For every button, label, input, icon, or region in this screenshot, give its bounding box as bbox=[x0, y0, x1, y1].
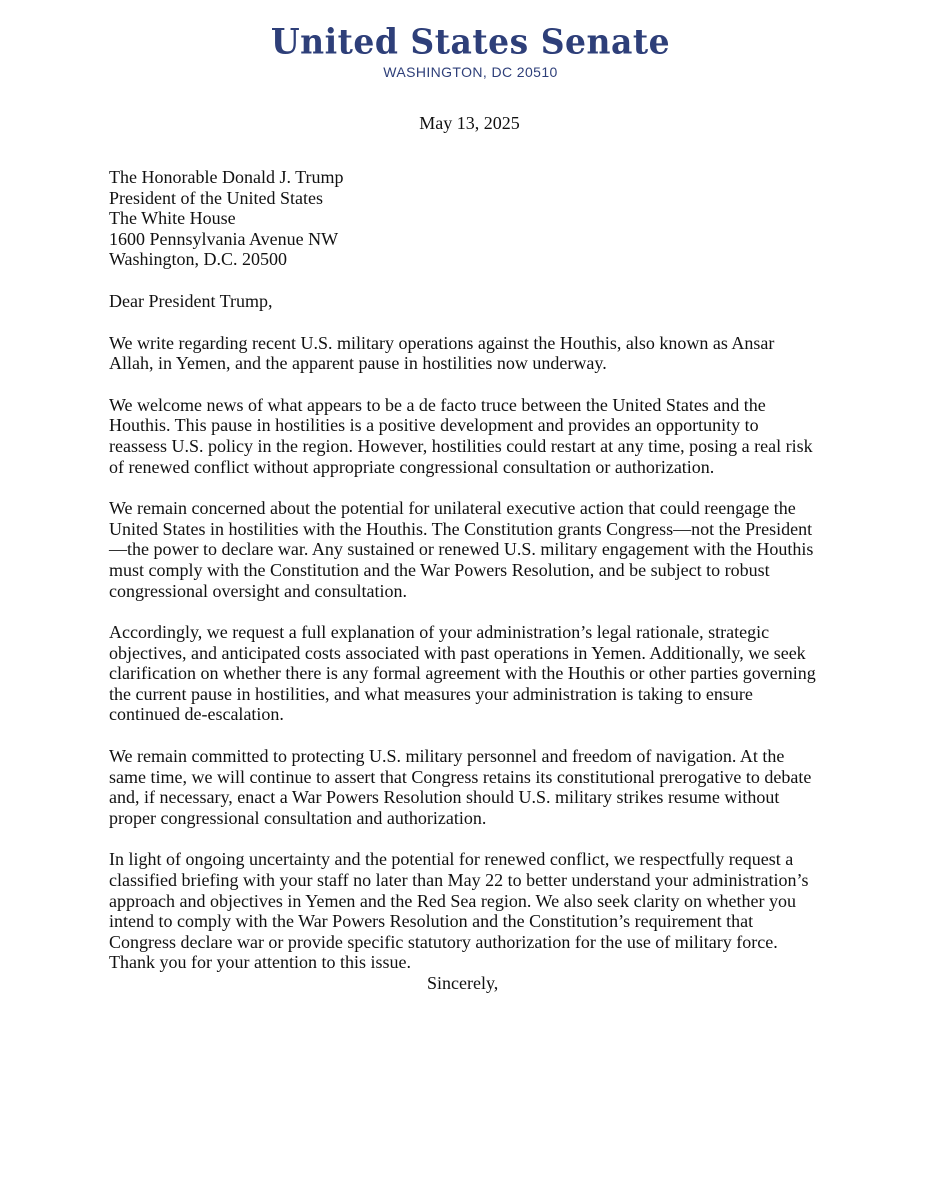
body-paragraph: We write regarding recent U.S. military operations against the Houthis, also known as Ansar Allah, in Yemen, and the apparent pause in hostilities now underway. bbox=[109, 332, 775, 374]
body-paragraph: In light of ongoing uncertainty and the potential for renewed conflict, we respectfully request a classified briefing with your staff no later than May 22 to better understand your administration’s approach and objectives in Yemen and the Red Sea region. We also seek clarity on whether you intend to comply with the War Powers Resolution and the Constitution’s requirement that Congress declare war or provide specific statutory authorization for the use of military force. bbox=[109, 849, 809, 952]
salutation: Dear President Trump, bbox=[109, 290, 273, 311]
letter-body bbox=[109, 167, 821, 994]
recipient-address bbox=[109, 167, 821, 270]
recipient-line: The White House bbox=[109, 208, 236, 229]
closing: Sincerely, bbox=[427, 973, 499, 993]
letterhead-address: WASHINGTON, DC 20510 bbox=[383, 64, 558, 80]
letterhead-title: United States Senate bbox=[270, 21, 671, 62]
recipient-line: 1600 Pennsylvania Avenue NW bbox=[109, 228, 339, 249]
recipient-line: President of the United States bbox=[109, 187, 323, 208]
recipient-line: Washington, D.C. 20500 bbox=[109, 249, 288, 270]
body-paragraph: Accordingly, we request a full explanation of your administration’s legal rationale, strategic objectives, and anticipated costs associated with past operations in Yemen. Additionally, we seek clarification on whether there is any formal agreement with the Houthis or other parties governing the current pause in hostilities, and what measures your administration is taking to ensure continued de-escalation. bbox=[109, 622, 816, 725]
body-paragraph: We remain concerned about the potential for unilateral executive action that could reengage the United States in hostilities with the Houthis. The Constitution grants Congress—not the President—the power to declare war. Any sustained or renewed U.S. military engagement with the Houthis must comply with the Constitution and the War Powers Resolution, and be subject to robust congressional oversight and consultation. bbox=[109, 498, 814, 601]
letter-date: May 13, 2025 bbox=[419, 113, 520, 133]
letterhead bbox=[0, 22, 927, 81]
body-paragraph: We remain committed to protecting U.S. military personnel and freedom of navigation. At the same time, we will continue to assert that Congress retains its constitutional prerogative to debate and, if necessary, enact a War Powers Resolution should U.S. military strikes resume without proper congressional consultation and authorization. bbox=[109, 746, 812, 828]
recipient-line: The Honorable Donald J. Trump bbox=[109, 167, 344, 187]
thanks-line: Thank you for your attention to this issue. bbox=[109, 952, 411, 973]
body-paragraph: We welcome news of what appears to be a de facto truce between the United States and the Houthis. This pause in hostilities is a positive development and provides an opportunity to reassess U.S. policy in the region. However, hostilities could restart at any time, posing a real risk of renewed conflict without appropriate congressional consultation or authorization. bbox=[109, 394, 813, 477]
